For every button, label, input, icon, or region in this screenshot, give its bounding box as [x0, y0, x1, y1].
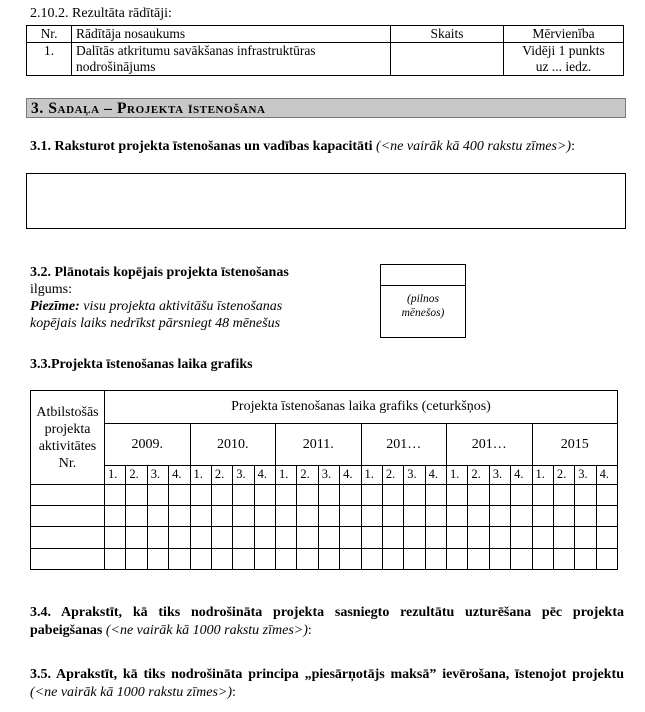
- q34-colon: :: [307, 623, 312, 638]
- years-row: [31, 424, 618, 465]
- q31-label: 3.1. Raksturot projekta īstenošanas un vadības kapacitāti: [30, 139, 373, 154]
- schedule-cell[interactable]: [190, 527, 211, 548]
- quarter-cell: 1.: [276, 465, 297, 484]
- schedule-cell[interactable]: [254, 485, 275, 506]
- schedule-row: [31, 548, 618, 569]
- quarter-cell: 2.: [211, 465, 232, 484]
- quarter-cell: 4.: [596, 465, 617, 484]
- schedule-cell[interactable]: [105, 527, 126, 548]
- schedule-cell[interactable]: [468, 485, 489, 506]
- activity-number-cell[interactable]: [31, 485, 105, 506]
- q32-note-line2: kopējais laiks nedrīkst pārsniegt 48 mēnešus: [30, 316, 281, 331]
- activity-number-cell[interactable]: [31, 527, 105, 548]
- quarter-cell: 1.: [105, 465, 126, 484]
- schedule-cell[interactable]: [254, 548, 275, 569]
- schedule-table: [30, 390, 618, 570]
- schedule-cell[interactable]: [105, 485, 126, 506]
- schedule-cell[interactable]: [511, 485, 532, 506]
- results-row-name-line1: Dalītās atkritumu savākšanas infrastruktūras: [76, 43, 316, 58]
- schedule-header-row: [31, 391, 618, 424]
- schedule-cell[interactable]: [382, 527, 403, 548]
- schedule-cell[interactable]: [575, 548, 596, 569]
- schedule-cell[interactable]: [532, 485, 553, 506]
- results-row: [27, 43, 624, 76]
- schedule-cell[interactable]: [276, 485, 297, 506]
- schedule-cell[interactable]: [447, 527, 468, 548]
- quarter-cell: 4.: [511, 465, 532, 484]
- quarter-cell: 2.: [468, 465, 489, 484]
- schedule-cell[interactable]: [318, 548, 339, 569]
- schedule-cell[interactable]: [361, 548, 382, 569]
- schedule-cell[interactable]: [404, 527, 425, 548]
- activity-header-line: aktivitātes: [38, 438, 97, 454]
- schedule-cell[interactable]: [126, 485, 147, 506]
- schedule-cell[interactable]: [147, 548, 168, 569]
- results-row-count[interactable]: [391, 43, 504, 76]
- schedule-cell[interactable]: [489, 506, 510, 527]
- schedule-cell[interactable]: [233, 485, 254, 506]
- schedule-row: [31, 485, 618, 506]
- schedule-cell[interactable]: [532, 506, 553, 527]
- q32-note-text1: visu projekta aktivitāšu īstenošanas: [79, 299, 283, 314]
- q31-answer-box[interactable]: [26, 173, 626, 229]
- year-cell: 201…: [361, 424, 447, 465]
- schedule-cell[interactable]: [169, 506, 190, 527]
- q35-label: 3.5. Aprakstīt, kā tiks nodrošināta principa „piesārņotājs maksā” ievērošana, īstenojot projektu: [30, 667, 624, 682]
- results-header-unit: Mērvienība: [504, 26, 624, 43]
- q34-label-block: [30, 604, 624, 640]
- section-title: Projekta īstenošana: [116, 100, 266, 117]
- schedule-cell[interactable]: [211, 548, 232, 569]
- activity-header-line: Nr.: [58, 455, 77, 471]
- q33-label: 3.3.Projekta īstenošanas laika grafiks: [30, 357, 253, 372]
- schedule-cell[interactable]: [126, 548, 147, 569]
- schedule-cell[interactable]: [511, 506, 532, 527]
- q32-note-line1: [30, 298, 360, 315]
- results-header-count: Skaits: [391, 26, 504, 43]
- schedule-cell[interactable]: [404, 506, 425, 527]
- schedule-cell[interactable]: [105, 548, 126, 569]
- q32-months-label: [381, 286, 465, 320]
- schedule-cell[interactable]: [276, 527, 297, 548]
- results-row-name: [72, 43, 391, 76]
- quarter-cell: 3.: [147, 465, 168, 484]
- schedule-cell[interactable]: [211, 485, 232, 506]
- schedule-cell[interactable]: [169, 485, 190, 506]
- schedule-cell[interactable]: [447, 506, 468, 527]
- results-row-name-line2: nodrošinājums: [76, 59, 156, 74]
- schedule-cell[interactable]: [425, 548, 446, 569]
- schedule-cell[interactable]: [468, 527, 489, 548]
- schedule-cell[interactable]: [382, 548, 403, 569]
- schedule-cell[interactable]: [382, 506, 403, 527]
- q31-colon: :: [571, 139, 575, 154]
- schedule-cell[interactable]: [553, 527, 574, 548]
- schedule-row: [31, 527, 618, 548]
- schedule-cell[interactable]: [596, 527, 617, 548]
- results-title: 2.10.2. Rezultāta rādītāji:: [30, 6, 172, 21]
- schedule-cell[interactable]: [553, 548, 574, 569]
- results-header-name: Rādītāja nosaukums: [72, 26, 391, 43]
- schedule-cell[interactable]: [254, 527, 275, 548]
- schedule-cell[interactable]: [361, 485, 382, 506]
- q31-label-block: [30, 138, 624, 156]
- schedule-cell[interactable]: [254, 506, 275, 527]
- schedule-cell[interactable]: [190, 485, 211, 506]
- year-cell: 2015: [532, 424, 618, 465]
- q35-label-block: [30, 666, 624, 702]
- quarter-cell: 2.: [126, 465, 147, 484]
- schedule-cell[interactable]: [211, 506, 232, 527]
- schedule-cell[interactable]: [147, 527, 168, 548]
- q32-months-label-line1: (pilnos: [407, 293, 439, 305]
- schedule-cell[interactable]: [105, 506, 126, 527]
- quarter-cell: 1.: [447, 465, 468, 484]
- schedule-cell[interactable]: [340, 506, 361, 527]
- results-header-nr: Nr.: [27, 26, 72, 43]
- schedule-cell[interactable]: [596, 485, 617, 506]
- schedule-cell[interactable]: [190, 506, 211, 527]
- results-row-unit-line2: uz ... iedz.: [535, 59, 592, 74]
- q32-block: [30, 264, 360, 332]
- activity-number-cell[interactable]: [31, 506, 105, 527]
- schedule-cell[interactable]: [233, 527, 254, 548]
- schedule-row: [31, 506, 618, 527]
- activity-number-cell[interactable]: [31, 548, 105, 569]
- quarter-cell: 4.: [169, 465, 190, 484]
- quarter-cell: 4.: [425, 465, 446, 484]
- schedule-cell[interactable]: [361, 527, 382, 548]
- schedule-cell[interactable]: [404, 548, 425, 569]
- q32-months-input[interactable]: [381, 265, 465, 286]
- schedule-cell[interactable]: [532, 527, 553, 548]
- schedule-cell[interactable]: [596, 548, 617, 569]
- q32-label-line1: 3.2. Plānotais kopējais projekta īstenošanas: [30, 265, 289, 280]
- schedule-cell[interactable]: [489, 527, 510, 548]
- schedule-cell[interactable]: [340, 548, 361, 569]
- quarter-cell: 3.: [318, 465, 339, 484]
- results-row-nr: 1.: [27, 43, 72, 76]
- quarter-cell: 3.: [489, 465, 510, 484]
- q34-hint: (<ne vairāk kā 1000 rakstu zīmes>): [105, 623, 308, 638]
- schedule-cell[interactable]: [318, 485, 339, 506]
- schedule-cell[interactable]: [126, 506, 147, 527]
- schedule-cell[interactable]: [532, 548, 553, 569]
- quarter-cell: 3.: [233, 465, 254, 484]
- schedule-cell[interactable]: [575, 506, 596, 527]
- schedule-cell[interactable]: [147, 485, 168, 506]
- schedule-header-cell: Projekta īstenošanas laika grafiks (ceturkšņos): [105, 391, 618, 424]
- results-row-unit: [504, 43, 624, 76]
- quarter-cell: 2.: [553, 465, 574, 484]
- schedule-cell[interactable]: [447, 485, 468, 506]
- q35-colon: :: [232, 685, 236, 700]
- schedule-cell[interactable]: [297, 527, 318, 548]
- q32-months-box: [380, 264, 466, 338]
- schedule-cell[interactable]: [318, 506, 339, 527]
- section-number: 3.: [31, 100, 44, 117]
- activity-header-line: Atbilstošās: [36, 404, 99, 420]
- q32-months-label-line2: mēnešos): [401, 307, 445, 319]
- schedule-cell[interactable]: [553, 506, 574, 527]
- schedule-cell[interactable]: [575, 485, 596, 506]
- quarter-cell: 4.: [254, 465, 275, 484]
- quarters-row: [31, 465, 618, 484]
- year-cell: 2010.: [190, 424, 276, 465]
- schedule-cell[interactable]: [233, 548, 254, 569]
- schedule-cell[interactable]: [233, 506, 254, 527]
- schedule-cell[interactable]: [425, 485, 446, 506]
- schedule-cell[interactable]: [382, 485, 403, 506]
- quarter-cell: 1.: [190, 465, 211, 484]
- schedule-cell[interactable]: [511, 548, 532, 569]
- q32-label-line2: ilgums:: [30, 282, 73, 297]
- schedule-cell[interactable]: [489, 485, 510, 506]
- q35-hint: (<ne vairāk kā 1000 rakstu zīmes>): [30, 685, 233, 700]
- quarter-cell: 2.: [382, 465, 403, 484]
- year-cell: 2011.: [276, 424, 362, 465]
- schedule-cell[interactable]: [169, 527, 190, 548]
- schedule-cell[interactable]: [318, 527, 339, 548]
- schedule-cell[interactable]: [447, 548, 468, 569]
- schedule-cell[interactable]: [276, 506, 297, 527]
- schedule-cell[interactable]: [468, 548, 489, 569]
- schedule-cell[interactable]: [553, 485, 574, 506]
- schedule-cell[interactable]: [489, 548, 510, 569]
- schedule-cell[interactable]: [190, 548, 211, 569]
- q34-label: 3.4. Aprakstīt, kā tiks nodrošināta projekta sasniegto rezultātu uzturēšana pēc projekta pabeigšanas: [30, 605, 624, 638]
- q31-hint: (<ne vairāk kā 400 rakstu zīmes>): [376, 139, 572, 154]
- schedule-cell[interactable]: [126, 527, 147, 548]
- schedule-cell[interactable]: [511, 527, 532, 548]
- schedule-cell[interactable]: [276, 548, 297, 569]
- quarter-cell: 1.: [361, 465, 382, 484]
- activity-header-line: projekta: [44, 421, 91, 437]
- schedule-cell[interactable]: [575, 527, 596, 548]
- quarter-cell: 1.: [532, 465, 553, 484]
- schedule-cell[interactable]: [297, 506, 318, 527]
- activity-header-cell: [31, 391, 105, 485]
- section-dash: –: [104, 100, 113, 117]
- results-table: [26, 25, 624, 76]
- schedule-cell[interactable]: [404, 485, 425, 506]
- schedule-cell[interactable]: [297, 485, 318, 506]
- q32-note-label: Piezīme:: [30, 299, 80, 314]
- schedule-cell[interactable]: [147, 506, 168, 527]
- schedule-cell[interactable]: [340, 485, 361, 506]
- schedule-cell[interactable]: [169, 548, 190, 569]
- results-row-unit-line1: Vidēji 1 punkts: [522, 43, 605, 58]
- schedule-cell[interactable]: [340, 527, 361, 548]
- schedule-cell[interactable]: [468, 506, 489, 527]
- quarter-cell: 3.: [575, 465, 596, 484]
- schedule-cell[interactable]: [425, 527, 446, 548]
- year-cell: 201…: [447, 424, 533, 465]
- schedule-cell[interactable]: [361, 506, 382, 527]
- schedule-cell[interactable]: [297, 548, 318, 569]
- results-header-row: [27, 26, 624, 43]
- quarter-cell: 3.: [404, 465, 425, 484]
- schedule-cell[interactable]: [211, 527, 232, 548]
- year-cell: 2009.: [105, 424, 191, 465]
- schedule-cell[interactable]: [425, 506, 446, 527]
- quarter-cell: 2.: [297, 465, 318, 484]
- section-header: [26, 98, 626, 118]
- schedule-cell[interactable]: [596, 506, 617, 527]
- section-word: Sadaļa: [48, 100, 100, 117]
- quarter-cell: 4.: [340, 465, 361, 484]
